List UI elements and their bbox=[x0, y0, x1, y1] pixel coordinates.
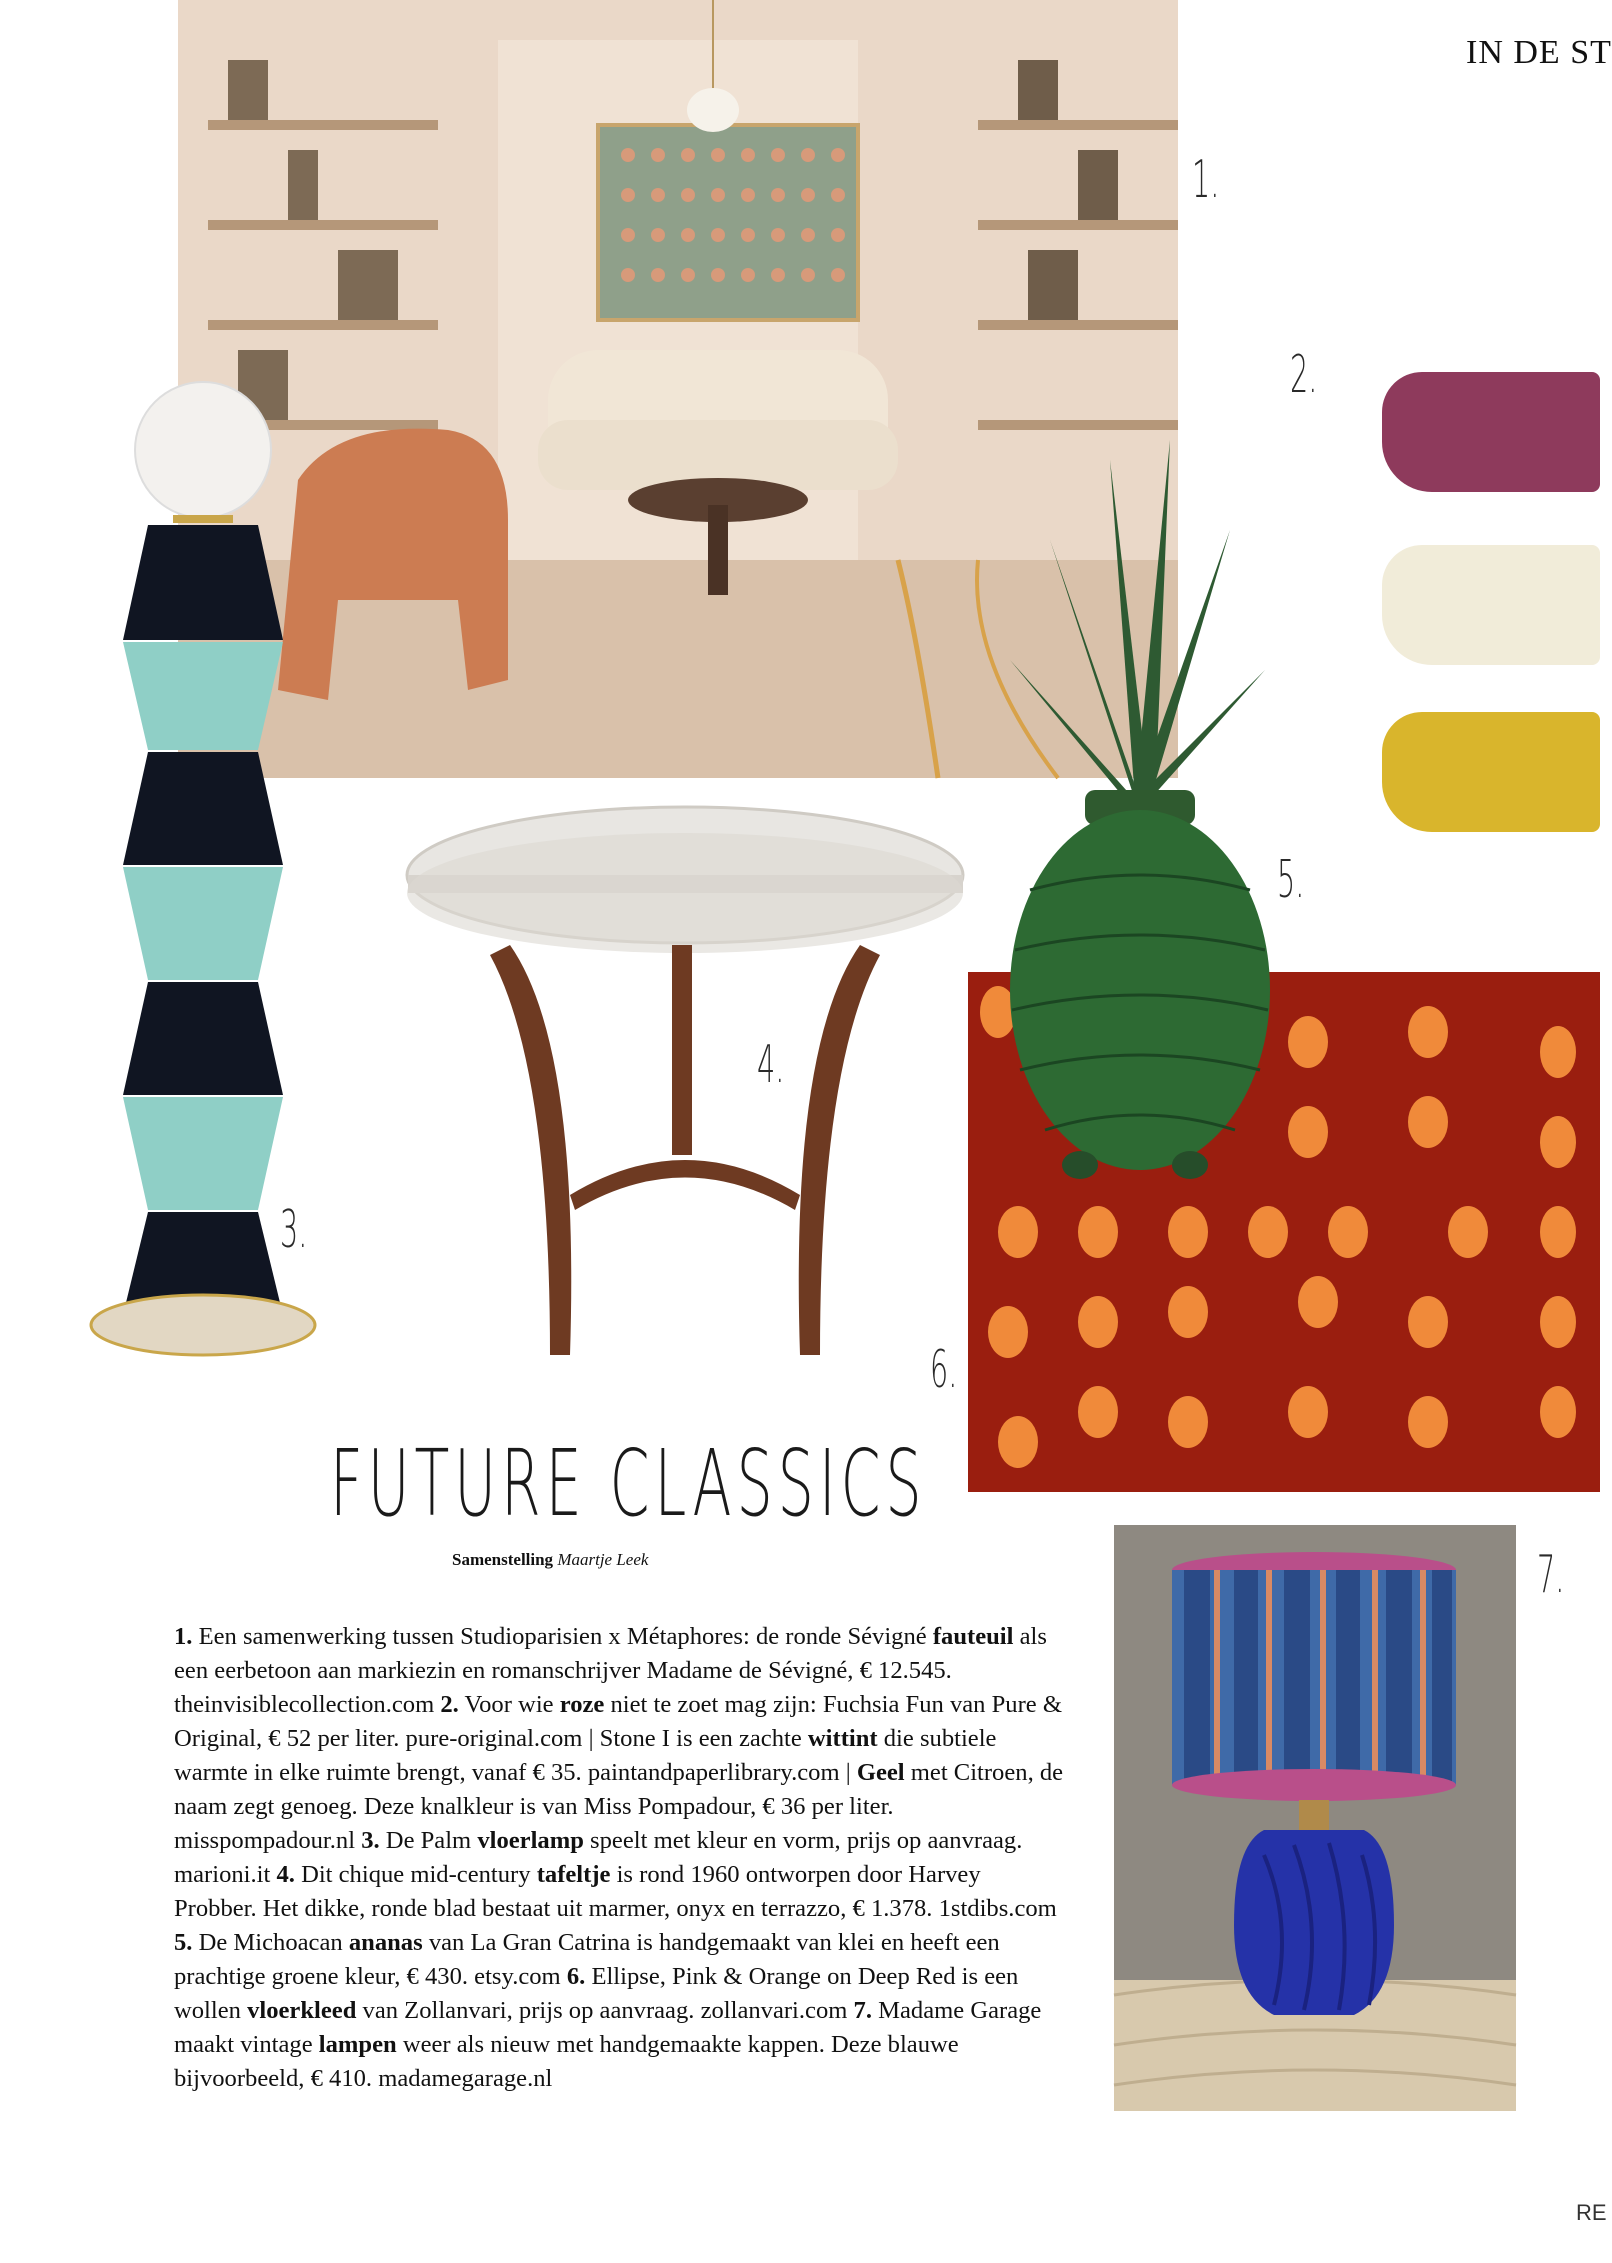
body-bold-run: tafeltje bbox=[536, 1861, 611, 1888]
body-text-run: met Citroen, de naam zegt genoeg. Deze knalkleur is van Miss Pompadour, € 36 per liter. misspompadour.nl bbox=[174, 1759, 1064, 1854]
pineapple-vase bbox=[990, 420, 1280, 1200]
section-label: IN DE ST bbox=[1466, 34, 1612, 71]
side-table bbox=[400, 805, 970, 1365]
body-bold-run: Geel bbox=[856, 1759, 905, 1786]
body-bold-run: roze bbox=[559, 1691, 605, 1718]
paint-swatch-yellow bbox=[1382, 712, 1600, 832]
body-bold-run: vloerlamp bbox=[477, 1827, 584, 1854]
body-bold-run: 2. bbox=[440, 1691, 459, 1718]
body-bold-run: 5. bbox=[174, 1929, 193, 1956]
item-number-3: 3. bbox=[280, 1200, 308, 1260]
item-number-4: 4. bbox=[757, 1035, 785, 1095]
item-number-1: 1. bbox=[1192, 150, 1220, 210]
body-text-run: weer als nieuw met handgemaakte kappen. Deze blauwe bijvoorbeeld, € 410. madamegarage.nl bbox=[174, 2031, 959, 2092]
item-number-2: 2. bbox=[1290, 345, 1318, 405]
body-text-run: van La Gran Catrina is handgemaakt van klei en heeft een prachtige groene kleur, € 430. etsy.com bbox=[174, 1929, 1000, 1990]
paint-swatch-stone bbox=[1382, 545, 1600, 665]
body-bold-run: fauteuil bbox=[932, 1623, 1014, 1650]
body-text-run: De Palm bbox=[379, 1827, 478, 1854]
byline bbox=[452, 1550, 648, 1570]
body-text-run: Voor wie bbox=[458, 1691, 560, 1718]
item-number-5: 5. bbox=[1277, 850, 1305, 910]
table-lamp-photo bbox=[1114, 1525, 1516, 2111]
body-bold-run: vloerkleed bbox=[247, 1997, 357, 2024]
body-bold-run: 6. bbox=[566, 1963, 586, 1990]
body-bold-run: wittint bbox=[807, 1725, 878, 1752]
body-text-run: Madame Garage maakt vintage bbox=[174, 1997, 1042, 2058]
body-text-run: die subtiele warmte in elke ruimte brengt, vanaf € 35. paintandpaperlibrary.com | bbox=[174, 1725, 997, 1786]
page-title: FUTURE CLASSICS bbox=[330, 1430, 927, 1537]
body-text-run: als een eerbetoon aan markiezin en romanschrijver Madame de Sévigné, € 12.545. theinvisiblecollection.com bbox=[174, 1623, 1047, 1718]
byline-label: Samenstelling bbox=[452, 1550, 554, 1569]
body-text-run: is rond 1960 ontworpen door Harvey Probber. Het dikke, ronde blad bestaat uit marmer, onyx en terrazzo, € 1.378. 1stdibs.com bbox=[174, 1861, 1057, 1922]
item-number-7: 7. bbox=[1537, 1545, 1565, 1605]
body-text-run: Dit chique mid-century bbox=[294, 1861, 537, 1888]
body-bold-run: 1. bbox=[174, 1623, 193, 1650]
page-folio: RE bbox=[1576, 2200, 1607, 2225]
byline-author: Maartje Leek bbox=[557, 1550, 649, 1569]
body-bold-run: 4. bbox=[276, 1861, 295, 1888]
body-bold-run: ananas bbox=[348, 1929, 423, 1956]
body-bold-run: lampen bbox=[318, 2031, 397, 2058]
body-text-run: niet te zoet mag zijn: Fuchsia Fun van Pure & Original, € 52 per liter. pure-original.com | Stone I is een zachte bbox=[174, 1691, 1062, 1752]
item-number-6: 6. bbox=[930, 1340, 958, 1400]
paint-swatch-fuchsia bbox=[1382, 372, 1600, 492]
body-bold-run: 7. bbox=[853, 1997, 872, 2024]
body-text-run: speelt met kleur en vorm, prijs op aanvraag. marioni.it bbox=[174, 1827, 1023, 1888]
body-text-run: De Michoacan bbox=[192, 1929, 349, 1956]
article-body bbox=[174, 1620, 1064, 2096]
body-text-run: Ellipse, Pink & Orange on Deep Red is een wollen bbox=[174, 1963, 1019, 2024]
body-text-run: Een samenwerking tussen Studioparisien x Métaphores: de ronde Sévigné bbox=[192, 1623, 933, 1650]
body-bold-run: 3. bbox=[361, 1827, 380, 1854]
body-text-run: van Zollanvari, prijs op aanvraag. zollanvari.com bbox=[356, 1997, 854, 2024]
